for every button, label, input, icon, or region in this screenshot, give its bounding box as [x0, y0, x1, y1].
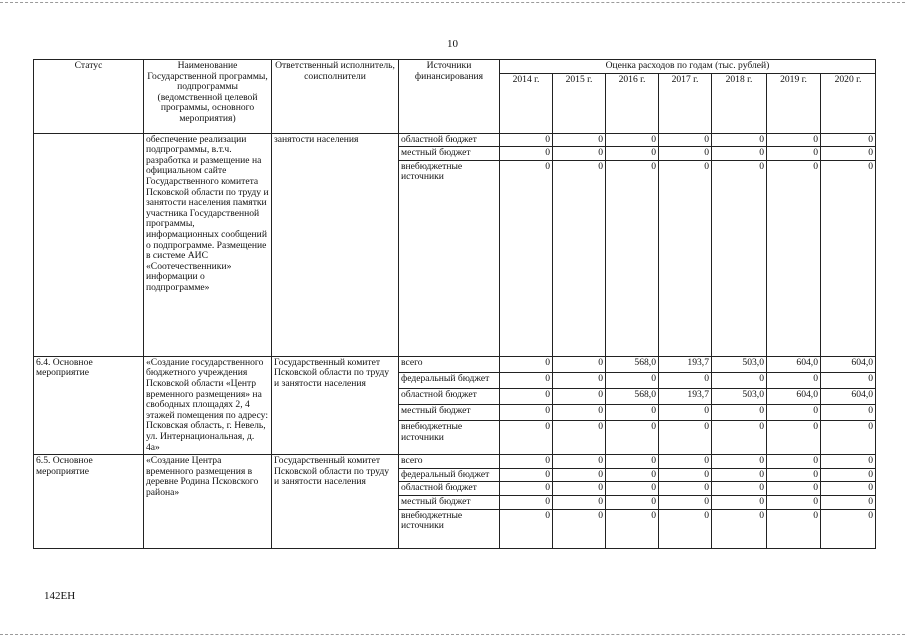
row-value: 0: [767, 147, 821, 161]
row-value: 0: [821, 405, 876, 421]
header-year: 2015 г.: [553, 73, 606, 133]
row-value: 0: [712, 147, 767, 161]
row-value: 0: [606, 495, 659, 509]
row-source: всего: [399, 455, 500, 469]
row-value: 0: [553, 160, 606, 356]
header-status: Статус: [34, 60, 144, 134]
row-value: 0: [712, 405, 767, 421]
table-body: [34, 133, 876, 548]
page-number: 10: [447, 38, 458, 50]
row-value: 0: [659, 372, 712, 388]
row-executor: занятости населения: [272, 133, 399, 356]
header-year: 2019 г.: [767, 73, 821, 133]
row-value: 0: [500, 160, 553, 356]
row-value: 0: [606, 133, 659, 147]
row-status: [34, 133, 144, 356]
row-value: 0: [659, 495, 712, 509]
row-value: 0: [767, 372, 821, 388]
row-value: 0: [821, 421, 876, 455]
row-value: 0: [767, 133, 821, 147]
row-value: 0: [500, 388, 553, 404]
row-value: 0: [821, 147, 876, 161]
row-value: 503,0: [712, 388, 767, 404]
row-value: 503,0: [712, 356, 767, 372]
row-value: 0: [821, 133, 876, 147]
row-value: 0: [606, 455, 659, 469]
row-source: федеральный бюджет: [399, 468, 500, 482]
row-value: 0: [500, 147, 553, 161]
row-value: 604,0: [767, 356, 821, 372]
scan-edge-bottom: [0, 634, 905, 635]
row-value: 0: [659, 405, 712, 421]
header-sources: Источники финансирования: [399, 60, 500, 134]
row-value: 0: [821, 468, 876, 482]
row-source: областной бюджет: [399, 133, 500, 147]
row-value: 0: [712, 468, 767, 482]
header-program-name: Наименование Государственной программы, подпрограммы (ведомственной целевой программы, основного мероприятия): [144, 60, 272, 134]
row-status: 6.4. Основное мероприятие: [34, 356, 144, 454]
header-year: 2017 г.: [659, 73, 712, 133]
row-value: 0: [712, 160, 767, 356]
row-value: 604,0: [821, 356, 876, 372]
row-source: федеральный бюджет: [399, 372, 500, 388]
row-value: 0: [821, 509, 876, 548]
row-value: 0: [500, 482, 553, 496]
row-value: 0: [659, 468, 712, 482]
row-value: 0: [553, 147, 606, 161]
row-status: 6.5. Основное мероприятие: [34, 455, 144, 548]
row-value: 0: [553, 509, 606, 548]
row-value: 0: [821, 372, 876, 388]
row-value: 0: [500, 372, 553, 388]
row-value: 0: [767, 405, 821, 421]
row-value: 0: [606, 147, 659, 161]
row-value: 604,0: [767, 388, 821, 404]
table-row: [34, 455, 876, 469]
row-value: 0: [659, 421, 712, 455]
row-value: 0: [712, 372, 767, 388]
row-value: 0: [606, 372, 659, 388]
row-value: 0: [659, 455, 712, 469]
row-value: 0: [659, 147, 712, 161]
row-value: 0: [553, 133, 606, 147]
row-value: 0: [553, 468, 606, 482]
row-value: 193,7: [659, 356, 712, 372]
row-value: 0: [553, 388, 606, 404]
row-value: 0: [767, 482, 821, 496]
row-value: 0: [821, 455, 876, 469]
row-value: 0: [553, 372, 606, 388]
row-value: 0: [500, 133, 553, 147]
row-value: 0: [606, 482, 659, 496]
row-value: 568,0: [606, 356, 659, 372]
row-source: всего: [399, 356, 500, 372]
row-value: 0: [767, 160, 821, 356]
row-source: областной бюджет: [399, 388, 500, 404]
row-value: 0: [659, 509, 712, 548]
table-row: [34, 356, 876, 372]
row-source: местный бюджет: [399, 495, 500, 509]
header-year: 2018 г.: [712, 73, 767, 133]
row-value: 0: [500, 509, 553, 548]
row-value: 0: [553, 455, 606, 469]
row-value: 0: [659, 160, 712, 356]
row-value: 568,0: [606, 388, 659, 404]
row-value: 0: [712, 133, 767, 147]
header-year: 2020 г.: [821, 73, 876, 133]
row-value: 0: [500, 495, 553, 509]
header-expenses: Оценка расходов по годам (тыс. рублей): [500, 60, 876, 74]
row-value: 0: [553, 405, 606, 421]
row-value: 0: [553, 356, 606, 372]
row-name: обеспечение реализации подпрограммы, в.т.ч. разработка и размещение на официальном сайте Государственного комитета Псковской области по труду и занятости населения памятки участника Государственной программы, информационных сообщений о подпрограмме. Размещение в системе АИС «Соотечественники» информации о подпрограмме»: [144, 133, 272, 356]
row-value: 0: [500, 468, 553, 482]
header-year: 2016 г.: [606, 73, 659, 133]
row-value: 0: [659, 133, 712, 147]
row-value: 0: [553, 482, 606, 496]
row-value: 0: [500, 421, 553, 455]
row-value: 0: [821, 495, 876, 509]
row-name: «Создание Центра временного размещения в деревне Родина Псковского района»: [144, 455, 272, 548]
row-value: 0: [606, 421, 659, 455]
row-source: внебюджетные источники: [399, 160, 500, 356]
row-value: 0: [606, 468, 659, 482]
row-value: 0: [500, 405, 553, 421]
row-value: 0: [767, 495, 821, 509]
row-value: 0: [553, 495, 606, 509]
row-value: 0: [767, 421, 821, 455]
row-value: 0: [821, 160, 876, 356]
row-value: 0: [500, 455, 553, 469]
row-source: областной бюджет: [399, 482, 500, 496]
table-header: [34, 60, 876, 134]
header-executor: Ответственный исполнитель, соисполнители: [272, 60, 399, 134]
row-value: 0: [767, 455, 821, 469]
row-value: 0: [606, 160, 659, 356]
row-source: внебюджетные источники: [399, 421, 500, 455]
row-value: 0: [767, 509, 821, 548]
row-value: 0: [659, 482, 712, 496]
row-value: 0: [606, 509, 659, 548]
scan-edge-top: [0, 2, 905, 3]
row-source: местный бюджет: [399, 147, 500, 161]
row-value: 193,7: [659, 388, 712, 404]
row-value: 0: [821, 482, 876, 496]
row-value: 0: [767, 468, 821, 482]
row-value: 0: [606, 405, 659, 421]
row-name: «Создание государственного бюджетного учреждения Псковской области «Центр временного размещения» на свободных площадях 2, 4 этажей помещения по адресу: Псковская область, г. Невель, ул. Интернациональная, д. 4а»: [144, 356, 272, 454]
row-value: 0: [500, 356, 553, 372]
header-year: 2014 г.: [500, 73, 553, 133]
row-value: 604,0: [821, 388, 876, 404]
row-executor: Государственный комитет Псковской области по труду и занятости населения: [272, 356, 399, 454]
row-value: 0: [712, 421, 767, 455]
row-value: 0: [712, 495, 767, 509]
row-value: 0: [712, 455, 767, 469]
row-value: 0: [712, 509, 767, 548]
row-value: 0: [553, 421, 606, 455]
table-row: [34, 133, 876, 147]
footer-code: 142EH: [44, 590, 76, 602]
budget-table: [33, 59, 876, 549]
row-source: внебюджетные источники: [399, 509, 500, 548]
row-value: 0: [712, 482, 767, 496]
row-source: местный бюджет: [399, 405, 500, 421]
row-executor: Государственный комитет Псковской области по труду и занятости населения: [272, 455, 399, 548]
